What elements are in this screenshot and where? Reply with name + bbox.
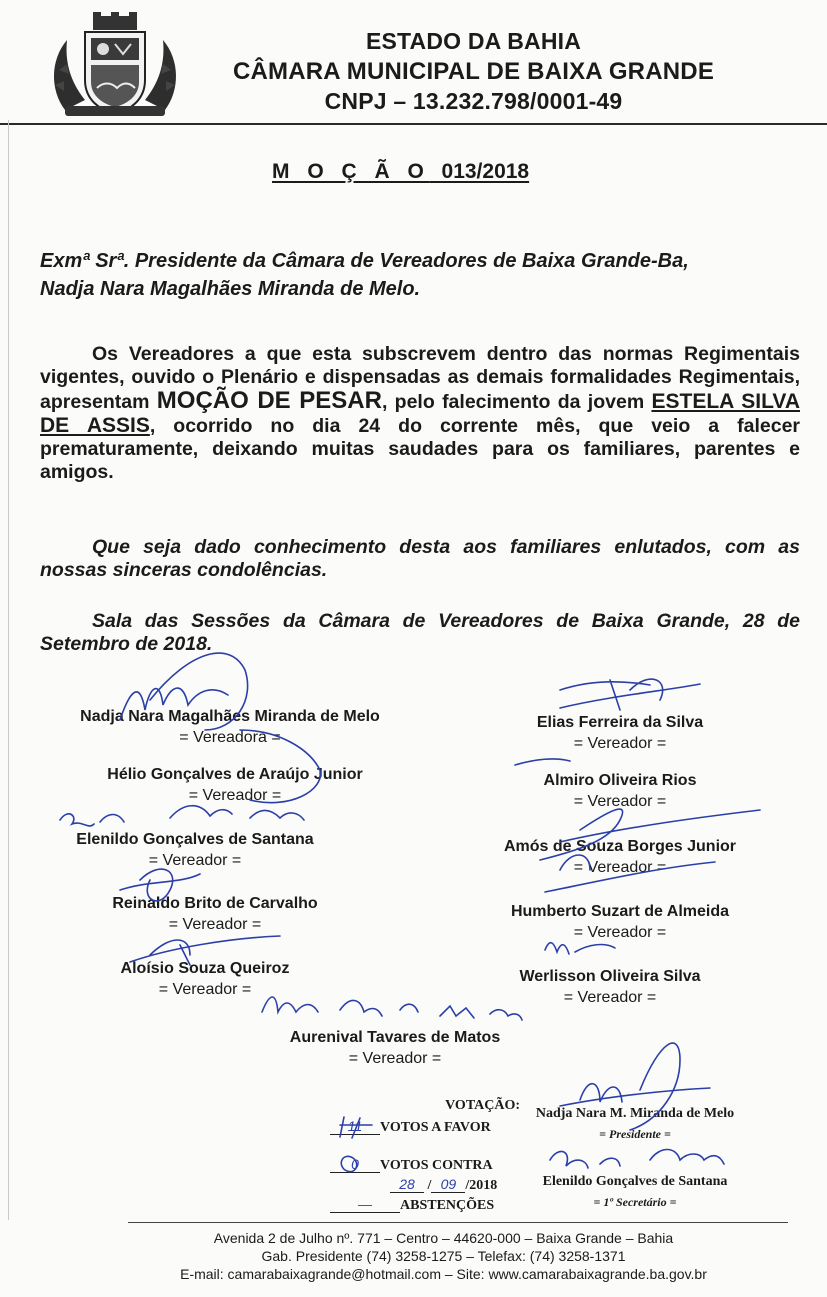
header-divider — [0, 123, 827, 125]
signatory-block — [430, 966, 790, 1008]
signatory-role: = Vereador = — [348, 1050, 442, 1067]
signatory-name: Reinaldo Brito de Carvalho — [112, 895, 318, 912]
voting-date-day: 28 — [390, 1176, 424, 1193]
secretary-block — [530, 1172, 740, 1212]
motion-type: MOÇÃO DE PESAR — [156, 387, 382, 414]
signatory-name: Almiro Oliveira Rios — [543, 772, 697, 789]
votes-favor-label: VOTOS A FAVOR — [380, 1120, 491, 1135]
deceased-name: ESTELA SILVA DE ASSIS — [40, 390, 800, 437]
addressee-line-2: Nadja Nara Magalhães Miranda de Melo. — [40, 278, 421, 300]
president-name: Nadja Nara M. Miranda de Melo — [535, 1106, 735, 1121]
president-role: = Presidente = — [599, 1127, 671, 1141]
addressee-line-1: Exmª Srª. Presidente da Câmara de Vereadores de Baixa Grande-Ba, — [40, 250, 689, 272]
footer-phones: Gab. Presidente (74) 3258-1275 – Telefax: (74) 3258-1371 — [261, 1248, 626, 1264]
body-paragraph-1 — [40, 343, 800, 484]
signatory-name: Nadja Nara Magalhães Miranda de Melo — [80, 708, 380, 725]
votes-against-label: VOTOS CONTRA — [380, 1158, 493, 1173]
signatory-role: = Vereador = — [573, 735, 667, 752]
signatory-role: = Vereadora = — [179, 729, 281, 746]
title-number: 013/2018 — [441, 160, 530, 183]
body-paragraph-2: Que seja dado conhecimento desta aos familiares enlutados, com as nossas sinceras condolências. — [40, 536, 800, 581]
signatory-block — [440, 901, 800, 943]
footer-divider — [128, 1222, 788, 1223]
signatory-role: = Vereador = — [573, 924, 667, 941]
header-cnpj: CNPJ – 13.232.798/0001-49 — [324, 88, 623, 114]
signatory-block — [10, 829, 380, 871]
votes-favor-row — [330, 1118, 520, 1136]
signatory-block — [440, 770, 800, 812]
voting-title: VOTAÇÃO: — [445, 1098, 520, 1113]
p1-text-a: Os Vereadores a que esta subscrevem dentro das normas Regimentais vigentes, ouvido o Plenário e dispensadas as demais formalidades Regimentais, apresentam — [40, 343, 800, 413]
page-edge-line — [8, 120, 9, 1220]
title-label: M O Ç Ã O — [272, 160, 430, 183]
footer-contact: E-mail: camarabaixagrande@hotmail.com – Site: www.camarabaixagrande.ba.gov.br — [180, 1266, 707, 1282]
signatory-block — [200, 1027, 590, 1069]
signatory-name: Aloísio Souza Queiroz — [120, 960, 290, 977]
signatory-block — [440, 712, 800, 754]
signatory-block — [20, 958, 390, 1000]
signatory-role: = Vereador = — [148, 852, 242, 869]
signatory-name: Aurenival Tavares de Matos — [289, 1029, 501, 1046]
signatory-role: = Vereador = — [573, 859, 667, 876]
signatory-name: Werlisson Oliveira Silva — [519, 968, 701, 985]
document-title — [272, 160, 529, 184]
p1-text-c: , ocorrido no dia 24 do corrente mês, que veio a falecer prematuramente, deixando muitas saudades para os familiares, parentes e amigos. — [40, 415, 800, 483]
signatory-role: = Vereador = — [573, 793, 667, 810]
signatory-role: = Vereador = — [563, 989, 657, 1006]
votes-against-row — [330, 1156, 520, 1174]
signatory-name: Hélio Gonçalves de Araújo Junior — [107, 766, 363, 783]
abstentions-row: — ABSTENÇÕES — [330, 1196, 520, 1214]
addressee — [40, 247, 800, 303]
signatory-block — [40, 706, 420, 748]
president-block — [530, 1104, 740, 1144]
secretary-role: = 1º Secretário = — [593, 1195, 677, 1209]
secretary-name: Elenildo Gonçalves de Santana — [542, 1174, 728, 1189]
signatory-name: Humberto Suzart de Almeida — [510, 903, 730, 920]
signatory-role: = Vereador = — [188, 787, 282, 804]
header-state: ESTADO DA BAHIA — [365, 28, 582, 54]
signatory-name: Elenildo Gonçalves de Santana — [76, 831, 314, 848]
signatory-role: = Vereador = — [168, 916, 262, 933]
signatory-block — [40, 764, 430, 806]
header-chamber: CÂMARA MUNICIPAL DE BAIXA GRANDE — [232, 58, 715, 85]
votes-against-count: 0 — [330, 1156, 380, 1173]
footer-address: Avenida 2 de Julho nº. 771 – Centro – 44620-000 – Baixa Grande – Bahia — [213, 1230, 674, 1246]
abstentions-label: ABSTENÇÕES — [400, 1198, 495, 1213]
signatory-block — [440, 836, 800, 878]
session-date-paragraph: Sala das Sessões da Câmara de Vereadores de Baixa Grande, 28 de Setembro de 2018. — [40, 610, 800, 655]
voting-date-month: 09 — [431, 1176, 465, 1193]
signatory-block — [30, 893, 400, 935]
votes-favor-count: 11 — [330, 1118, 380, 1135]
voting-date: 28 / 09 /2018 — [390, 1176, 520, 1194]
p1-text-b: , pelo falecimento da jovem — [381, 391, 652, 413]
voting-date-year: /2018 — [465, 1178, 498, 1193]
signatory-name: Elias Ferreira da Silva — [536, 714, 704, 731]
signatory-role: = Vereador = — [158, 981, 252, 998]
signatory-name: Amós de Souza Borges Junior — [503, 838, 737, 855]
